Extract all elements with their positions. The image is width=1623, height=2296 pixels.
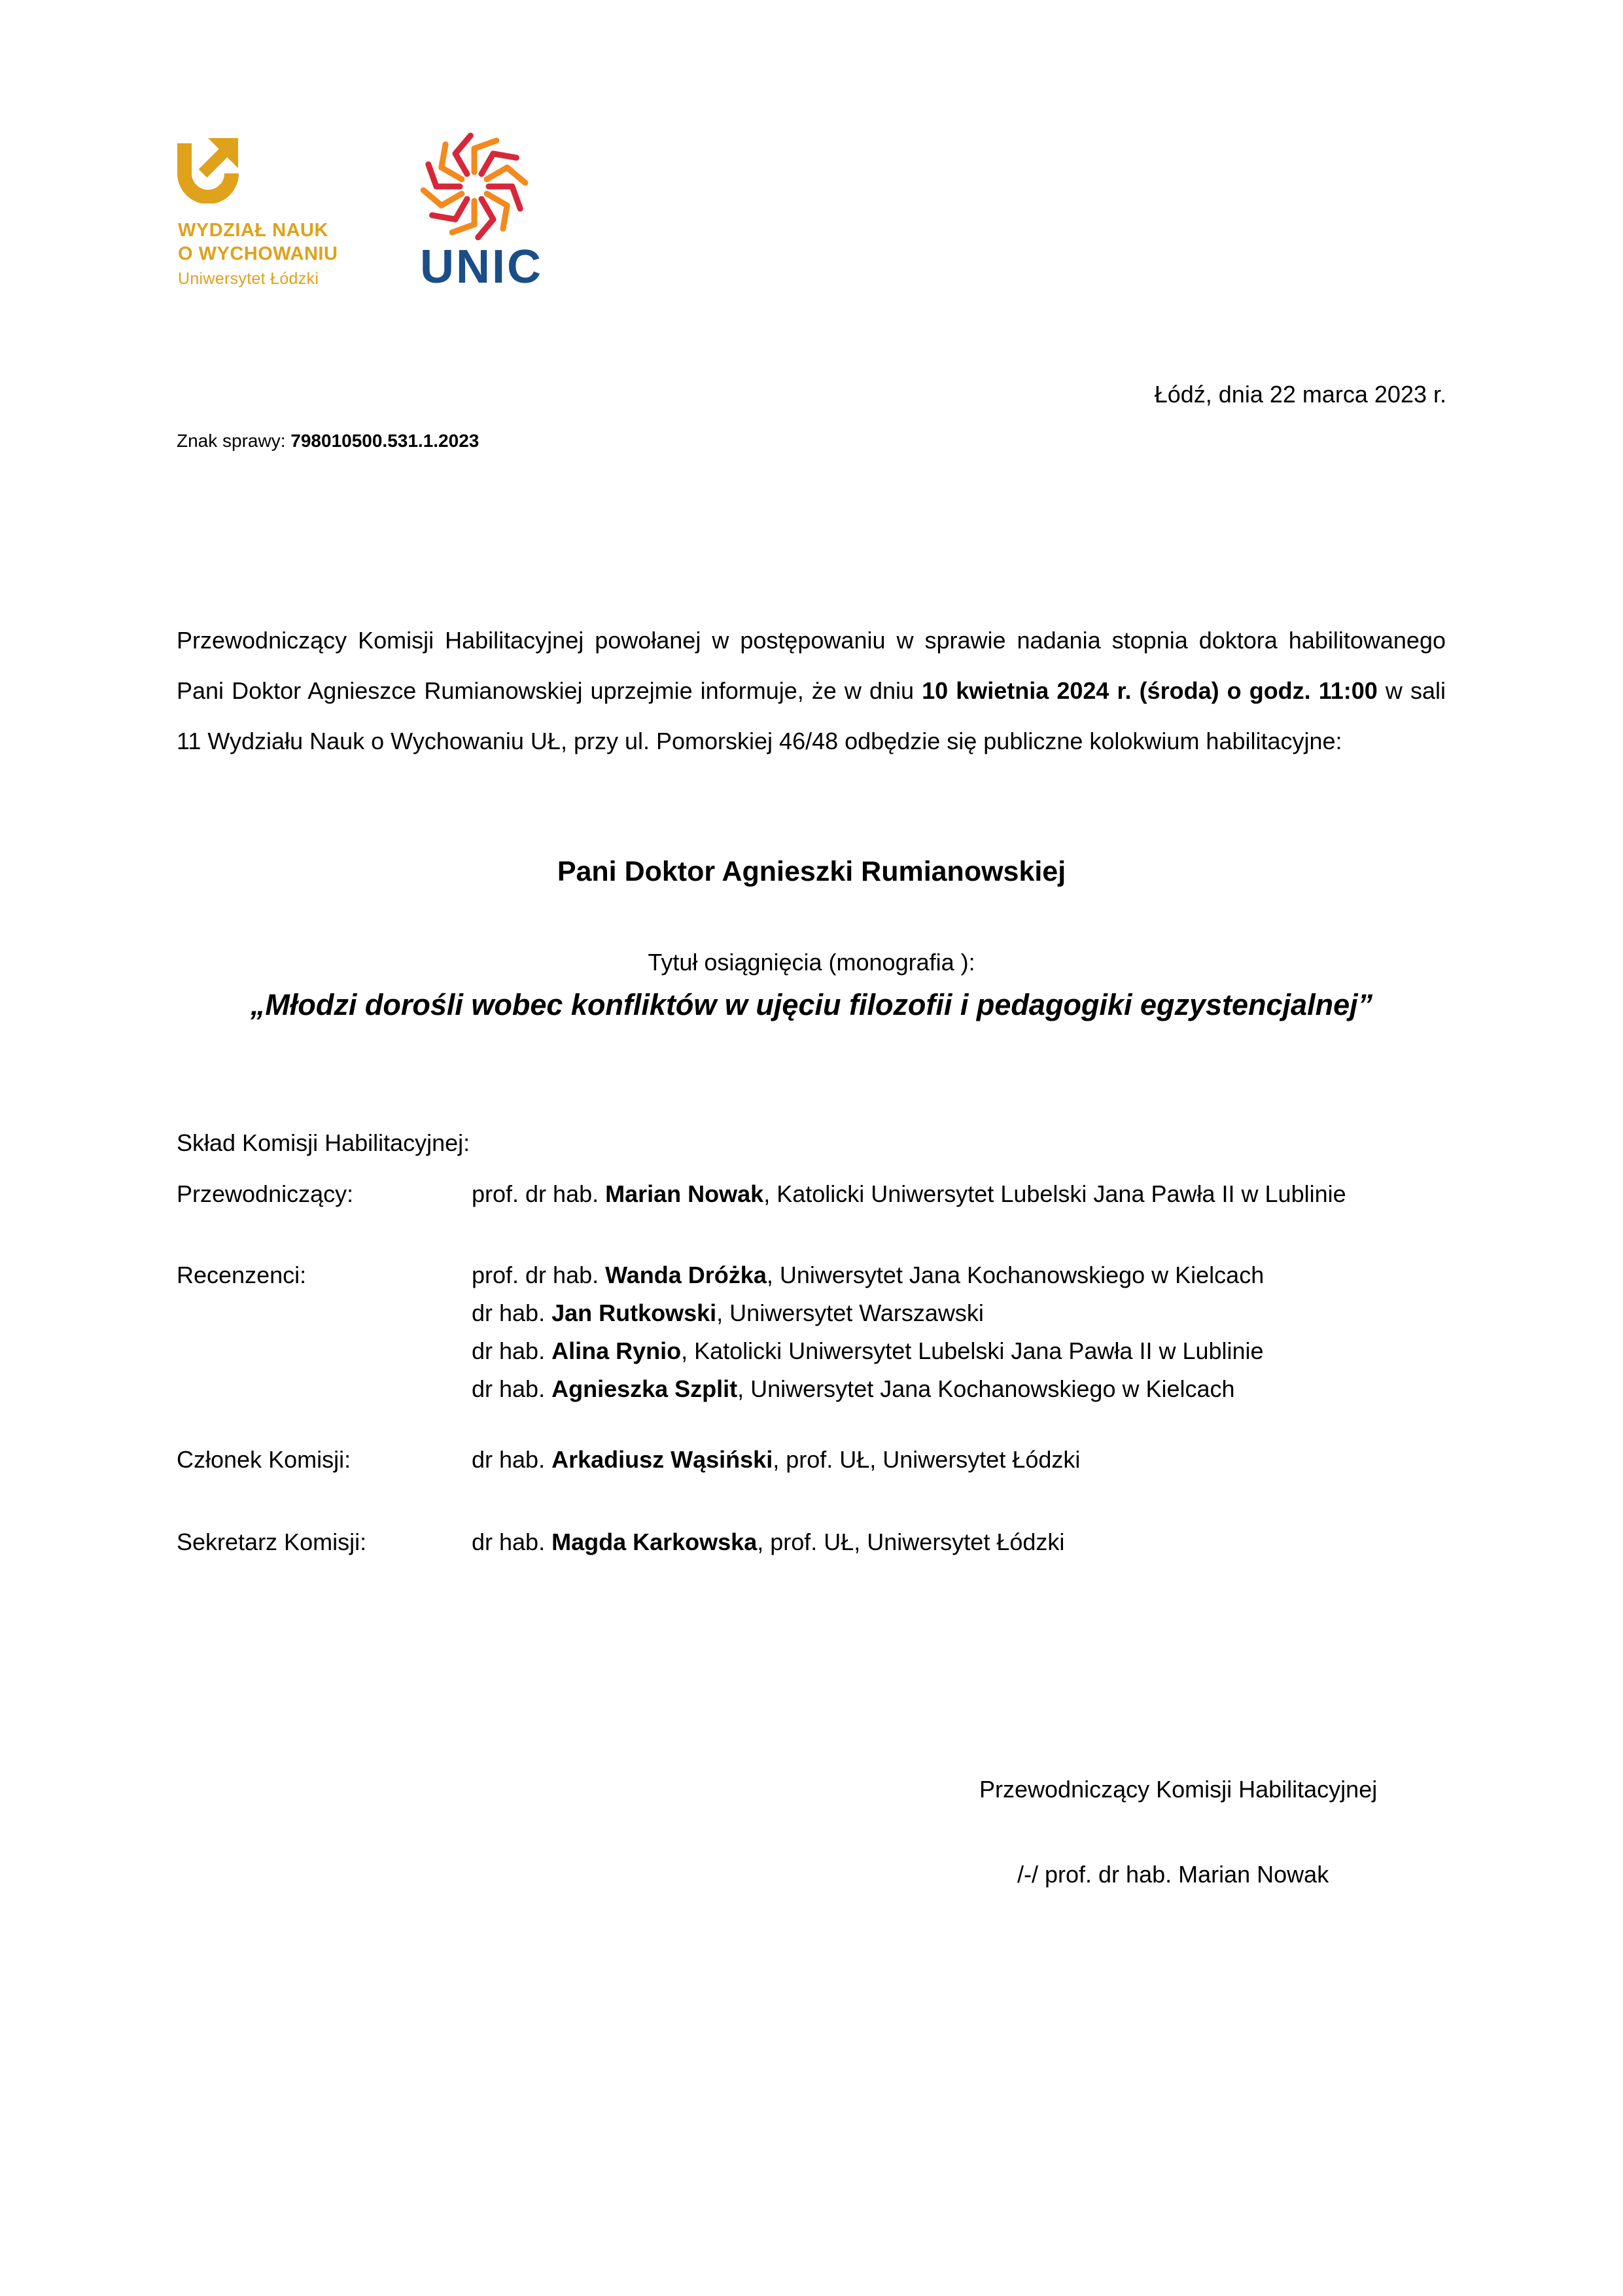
case-reference-label: Znak sprawy: — [177, 431, 286, 451]
achievement-label: Tytuł osiągnięcia (monografia ): — [648, 949, 975, 976]
member-affiliation: , Uniwersytet Jana Kochanowskiego w Kielcach — [737, 1375, 1235, 1402]
unic-ray — [423, 190, 462, 205]
committee-heading: Skład Komisji Habilitacyjnej: — [177, 1129, 470, 1156]
signature-name: /-/ prof. dr hab. Marian Nowak — [1017, 1861, 1329, 1888]
member-prefix: dr hab. — [472, 1299, 552, 1326]
wnw-logo-text-line3: Uniwersytet Łódzki — [178, 270, 319, 288]
member-affiliation: , Uniwersytet Warszawski — [716, 1299, 984, 1326]
unic-ray — [478, 199, 493, 238]
reviewer-2 — [472, 1299, 984, 1327]
chair-role: Przewodniczący: — [177, 1180, 354, 1207]
member-name: Wanda Dróżka — [605, 1262, 767, 1288]
unic-logo-text: UNIC — [420, 241, 543, 293]
member-affiliation: , Uniwersytet Jana Kochanowskiego w Kielcach — [766, 1262, 1265, 1288]
reviewer-1 — [472, 1262, 1264, 1289]
wnw-logo-text-line1: WYDZIAŁ NAUK — [178, 220, 328, 241]
intro-text-part2: w sali 11 Wydziału Nauk o Wychowaniu UŁ, przy ul. Pomorskiej 46/48 odbędzie się publiczne kolokwium habilitacyjne: — [177, 677, 1446, 754]
letter-date: Łódź, dnia 22 marca 2023 r. — [1154, 381, 1446, 408]
member-prefix: dr hab. — [472, 1375, 552, 1402]
member-name: Magda Karkowska — [551, 1528, 758, 1555]
member-name: Agnieszka Szplit — [551, 1375, 738, 1402]
colloquium-date: 10 kwietnia 2024 r. (środa) o godz. 11:00 — [922, 677, 1378, 704]
member-name: Jan Rutkowski — [551, 1299, 717, 1326]
reviewer-4 — [472, 1375, 1235, 1403]
reviewer-3 — [472, 1337, 1264, 1365]
member-affiliation: , Katolicki Uniwersytet Lubelski Jana Pawła II w Lublinie — [681, 1337, 1264, 1364]
member-prefix: prof. dr hab. — [472, 1180, 606, 1207]
signature-role: Przewodniczący Komisji Habilitacyjnej — [979, 1776, 1378, 1803]
wnw-logo-text-line2: O WYCHOWANIU — [178, 243, 338, 264]
unic-ray — [455, 135, 470, 174]
unic-logo-mark-icon — [419, 131, 530, 242]
member-prefix: dr hab. — [472, 1337, 552, 1364]
member-affiliation: , prof. UŁ, Uniwersytet Łódzki — [773, 1446, 1081, 1473]
unic-ray — [487, 168, 525, 183]
reviewers-role: Recenzenci: — [177, 1262, 307, 1288]
member-affiliation: , prof. UŁ, Uniwersytet Łódzki — [757, 1528, 1065, 1555]
member-prefix: dr hab. — [472, 1528, 552, 1555]
committee-secretary — [472, 1528, 1064, 1556]
member-affiliation: , Katolicki Uniwersytet Lubelski Jana Pawła II w Lublinie — [763, 1180, 1346, 1207]
intro-text-part1: Przewodniczący Komisji Habilitacyjnej powołanej w postępowaniu w sprawie nadania stopnia doktora habilitowanego Pani Doktor Agnieszce Rumianowskiej uprzejmie informuje, że w dniu — [177, 627, 1446, 704]
member-prefix: dr hab. — [472, 1446, 552, 1473]
achievement-title: „Młodzi dorośli wobec konfliktów w ujęciu filozofii i pedagogiki egzystencjalnej” — [250, 988, 1373, 1021]
member-role: Członek Komisji: — [177, 1446, 351, 1473]
member-name: Arkadiusz Wąsiński — [551, 1446, 773, 1473]
committee-member — [472, 1446, 1080, 1474]
member-prefix: prof. dr hab. — [472, 1262, 606, 1288]
member-name: Alina Rynio — [551, 1337, 682, 1364]
wnw-logo-mark-icon — [177, 134, 239, 203]
intro-paragraph — [177, 615, 1446, 766]
secretary-role: Sekretarz Komisji: — [177, 1528, 367, 1555]
case-reference — [177, 431, 479, 451]
member-name: Marian Nowak — [605, 1180, 764, 1207]
candidate-name: Pani Doktor Agnieszki Rumianowskiej — [557, 856, 1066, 887]
chair-member — [472, 1180, 1346, 1208]
case-reference-number: 798010500.531.1.2023 — [290, 431, 480, 451]
